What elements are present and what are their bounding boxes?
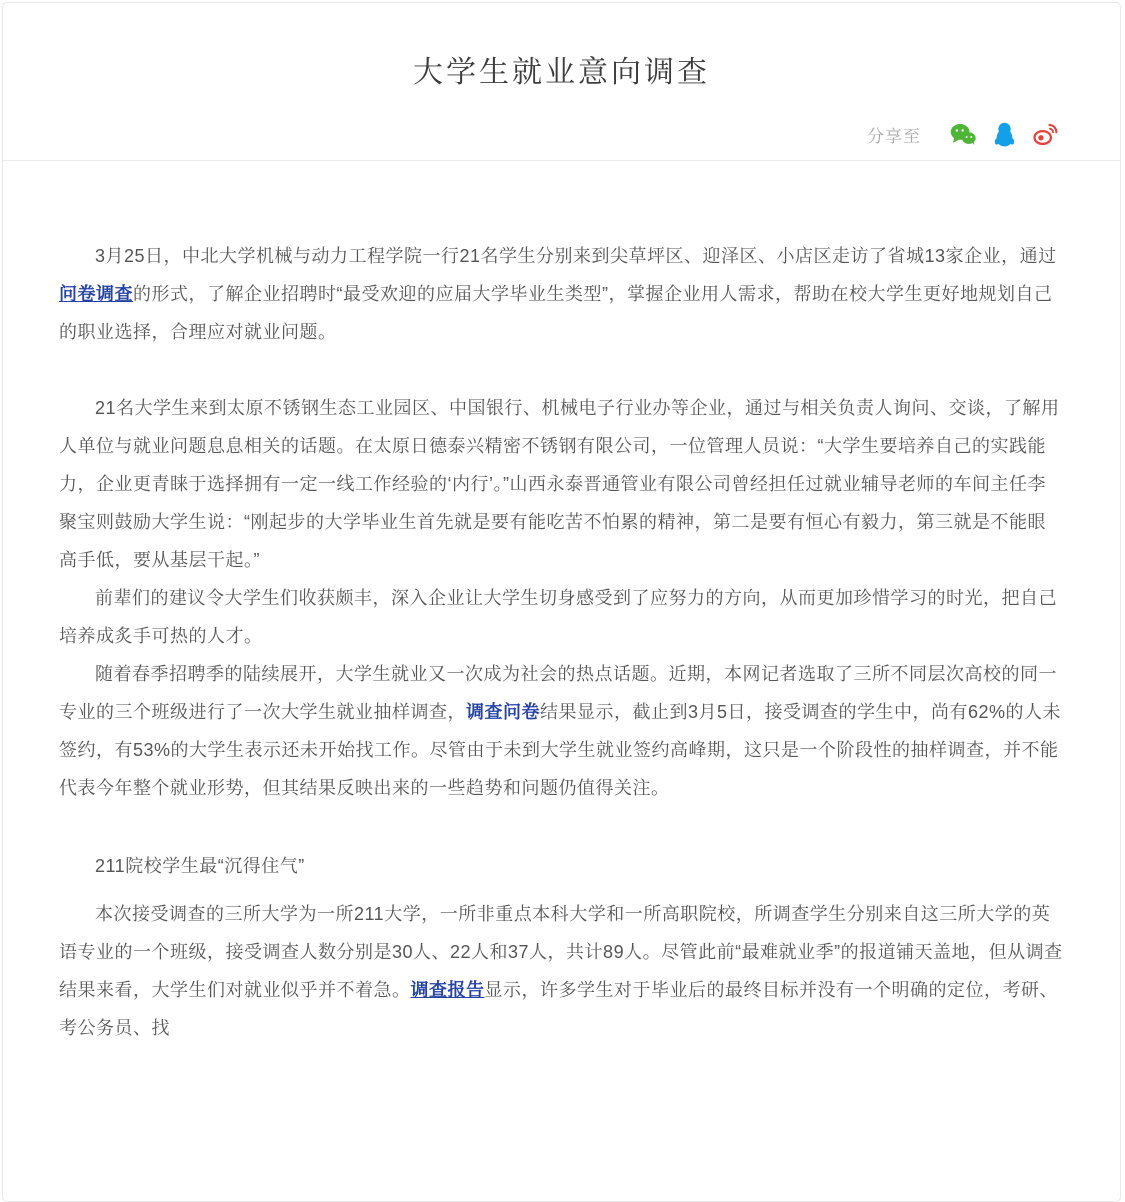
text-segment: 3月25日，中北大学机械与动力工程学院一行21名学生分别来到尖草坪区、迎泽区、小店区走访了省城13家企业，通过 <box>95 246 1057 266</box>
inline-link[interactable]: 调查报告 <box>410 980 485 1000</box>
share-label: 分享至 <box>867 126 921 146</box>
article-card <box>2 2 1121 1202</box>
text-segment: 本次接受调查的三所大学为一所211大学，一所非重点本科大学和一所高职院校，所调查学生分别来自这三所大学的英语专业的一个班级，接受调查人数分别是30人、22人和37人，共计89人。尽管此前“最难就业季”的报道铺天盖地，但从调查结果来看，大学生们对就业似乎并不着急。 <box>59 904 1063 1000</box>
paragraph-1 <box>59 237 1064 351</box>
text-segment: 结果显示，截止到3月5日，接受调查的学生中，尚有62%的人未签约，有53%的大学生表示还未开始找工作。尽管由于未到大学生就业签约高峰期，这只是一个阶段性的抽样调查，并不能代表今年整个就业形势，但其结果反映出来的一些趋势和问题仍值得关注。 <box>59 702 1062 798</box>
article-body <box>3 161 1120 1107</box>
paragraph-5 <box>59 895 1064 1047</box>
text-segment: 前辈们的建议令大学生们收获颇丰，深入企业让大学生切身感受到了应努力的方向，从而更加珍惜学习的时光，把自己培养成炙手可热的人才。 <box>59 588 1057 646</box>
share-row <box>867 121 1058 147</box>
section-heading <box>59 847 1064 885</box>
qq-icon[interactable] <box>991 121 1017 147</box>
wechat-icon[interactable] <box>950 121 976 147</box>
inline-link[interactable]: 问卷调查 <box>59 284 133 304</box>
weibo-icon[interactable] <box>1032 121 1058 147</box>
inline-link[interactable]: 调查问卷 <box>466 702 540 722</box>
paragraph-4 <box>59 655 1064 807</box>
text-segment: 显示，许多学生对于毕业后的最终目标并没有一个明确的定位，考研、考公务员、找 <box>59 980 1058 1038</box>
text-segment: 21名大学生来到太原不锈钢生态工业园区、中国银行、机械电子行业办等企业，通过与相关负责人询问、交谈，了解用人单位与就业问题息息相关的话题。在太原日德泰兴精密不锈钢有限公司，一位管理人员说：“大学生要培养自己的实践能力，企业更青睐于选择拥有一定一线工作经验的‘内行’。”山西永泰晋通管业有限公司曾经担任过就业辅导老师的车间主任李聚宝则鼓励大学生说：“刚起步的大学毕业生首先就是要有能吃苦不怕累的精神，第二是要有恒心有毅力，第三就是不能眼高手低，要从基层干起。” <box>59 398 1060 570</box>
text-segment: 211院校学生最“沉得住气” <box>95 856 305 876</box>
paragraph-2 <box>59 389 1064 579</box>
text-segment: 的形式，了解企业招聘时“最受欢迎的应届大学毕业生类型”，掌握企业用人需求，帮助在校大学生更好地规划自己的职业选择，合理应对就业问题。 <box>59 284 1053 342</box>
text-segment: 随着春季招聘季的陆续展开，大学生就业又一次成为社会的热点话题。近期，本网记者选取了三所不同层次高校的同一专业的三个班级进行了一次大学生就业抽样调查， <box>59 664 1057 722</box>
article-header <box>3 3 1120 161</box>
paragraph-3 <box>59 579 1064 655</box>
page-title: 大学生就业意向调查 <box>413 56 710 89</box>
